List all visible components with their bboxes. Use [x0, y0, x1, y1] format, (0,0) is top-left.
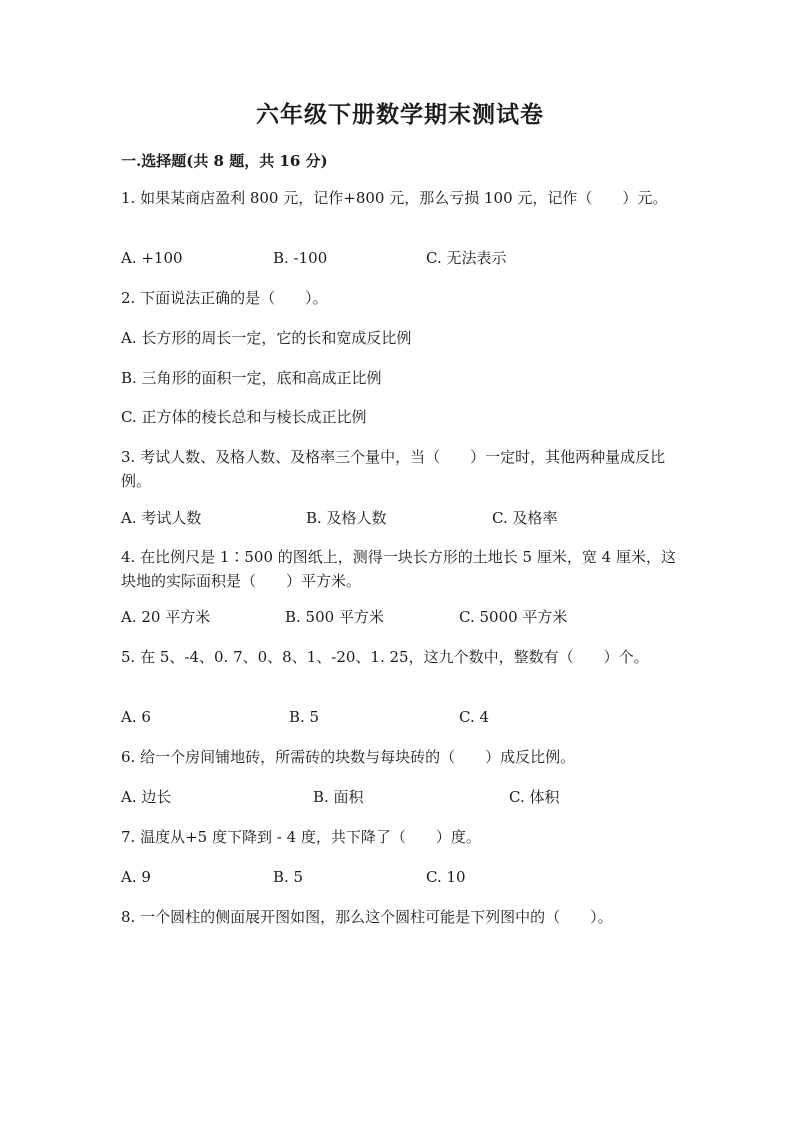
option-b: B. 5 [289, 708, 320, 726]
option-c: C. 5000 平方米 [459, 608, 568, 626]
option-a: A. 长方形的周长一定，它的长和宽成反比例 [121, 329, 412, 347]
option-a: A. 6 [121, 708, 151, 726]
question-1: 1. 如果某商店盈利 800 元，记作+800 元，那么亏损 100 元，记作（ ）元。 [121, 189, 668, 207]
question-5-options [121, 705, 721, 729]
option-c: C. 10 [426, 868, 466, 886]
option-a: A. 20 平方米 [121, 608, 211, 626]
option-b: B. 5 [273, 868, 304, 886]
question-1-options [121, 246, 721, 270]
section-heading: 一.选择题(共 8 题，共 16 分) [121, 152, 328, 170]
page-title: 六年级下册数学期末测试卷 [256, 101, 544, 128]
option-c: C. 正方体的棱长总和与棱长成正比例 [121, 408, 367, 426]
question-7: 7. 温度从+5 度下降到 - 4 度，共下降了（ ）度。 [121, 828, 481, 846]
question-4: 4. 在比例尺是 1∶500 的图纸上，测得一块长方形的土地长 5 厘米，宽 4 厘米，这块地的实际面积是（ ）平方米。 [121, 548, 676, 590]
question-3: 3. 考试人数、及格人数、及格率三个量中，当（ ）一定时，其他两种量成反比例。 [121, 448, 666, 490]
option-a: A. 9 [121, 868, 151, 886]
option-b: B. 及格人数 [306, 509, 387, 527]
question-3-options [121, 506, 721, 530]
option-b: B. 面积 [313, 788, 364, 806]
option-b: B. 500 平方米 [285, 608, 384, 626]
option-a: A. +100 [121, 249, 183, 267]
option-c: C. 无法表示 [426, 249, 507, 267]
question-5: 5. 在 5、-4、0. 7、0、8、1、-20、1. 25，这九个数中，整数有（ ）个。 [121, 648, 649, 666]
question-2: 2. 下面说法正确的是（ ）。 [121, 289, 328, 307]
question-8: 8. 一个圆柱的侧面展开图如图，那么这个圆柱可能是下列图中的（ ）。 [121, 908, 613, 926]
option-a: A. 考试人数 [121, 509, 202, 527]
option-b: B. 三角形的面积一定，底和高成正比例 [121, 369, 382, 387]
question-7-options [121, 865, 721, 889]
question-6: 6. 给一个房间铺地砖，所需砖的块数与每块砖的（ ）成反比例。 [121, 748, 576, 766]
question-6-options [121, 785, 721, 809]
option-c: C. 4 [459, 708, 490, 726]
question-4-options [121, 605, 721, 629]
option-b: B. -100 [273, 249, 328, 267]
option-c: C. 及格率 [492, 509, 558, 527]
option-c: C. 体积 [509, 788, 560, 806]
option-a: A. 边长 [121, 788, 172, 806]
